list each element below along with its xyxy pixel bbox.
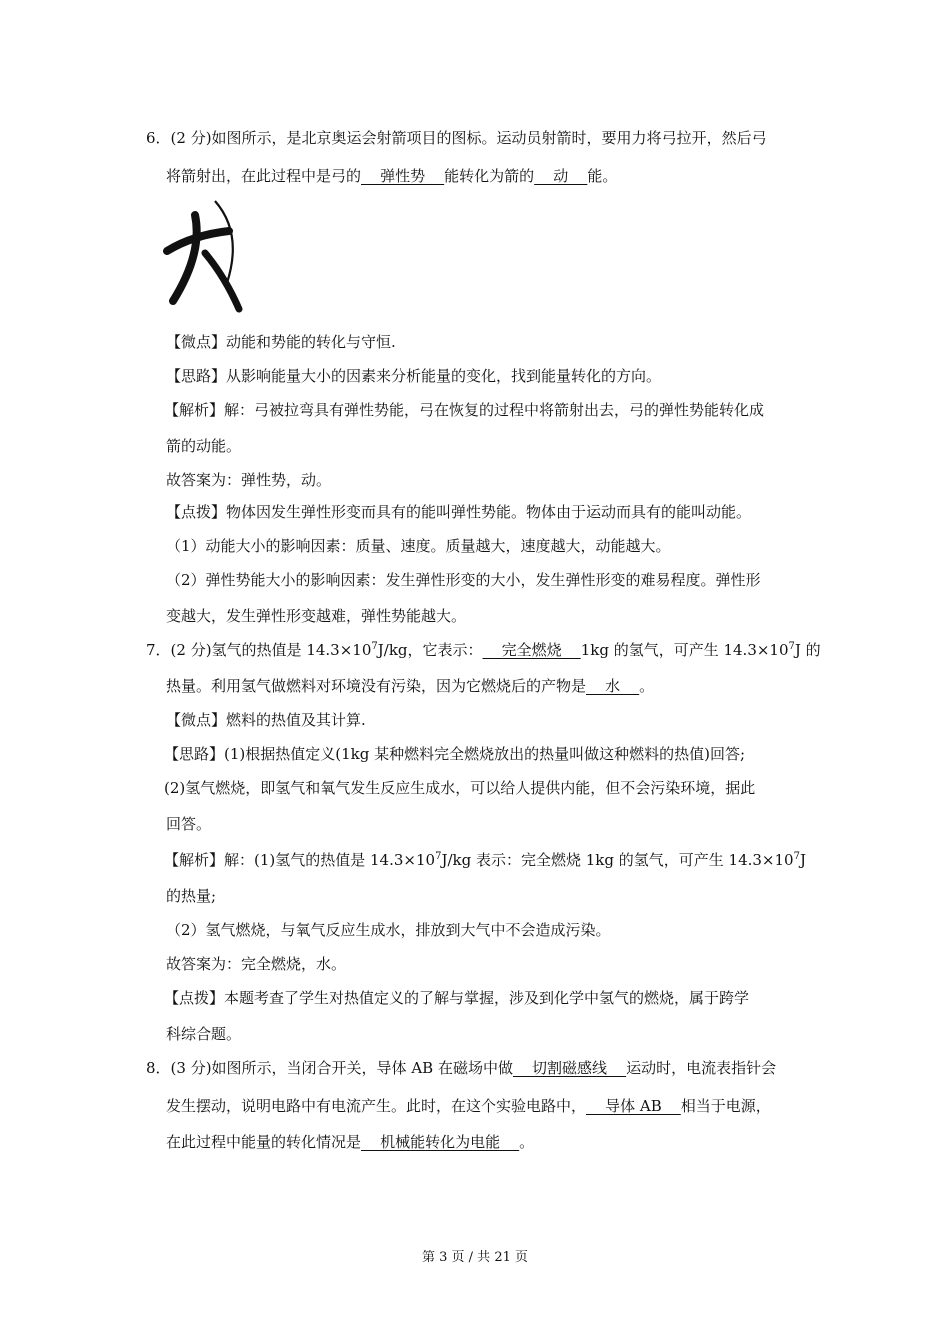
q6-dianbo-line3: （2）弹性势能大小的影响因素：发生弹性形变的大小，发生弹性形变的难易程度。弹性形 [166,571,761,589]
q7-stem-line1: 7．(2 分)氢气的热值是 $14.3\times 10^7J/kg$，它表示： 完全燃烧 1kg 的氢气，可产生 $14.3\times 10^7J$ 的 [146,641,821,659]
q7-answer: 故答案为：完全燃烧，水。 [166,955,347,973]
q6-answer-blank-2: 动 [534,167,588,185]
q6-dianbo-line4: 变越大，发生弹性形变越难，弹性势能越大。 [166,607,467,625]
q6-stem-line1: 6．(2 分)如图所示，是北京奥运会射箭项目的图标。运动员射箭时，要用力将弓拉开，然后弓 [146,129,767,147]
q8-answer-blank-2: 导体 AB [586,1097,681,1115]
q8-stem-line3: 在此过程中能量的转化情况是 机械能转化为电能 。 [166,1133,535,1151]
q6-stem-line2: 将箭射出，在此过程中是弓的 弹性势 能转化为箭的 动 能。 [166,167,618,185]
q6-silu: 【思路】从影响能量大小的因素来分析能量的变化，找到能量转化的方向。 [166,367,662,385]
q7-dianbo-line1: 【点拨】本题考查了学生对热值定义的了解与掌握，涉及到化学中氢气的燃烧，属于跨学 [164,989,750,1007]
q8-stem-line1: 8．(3 分)如图所示，当闭合开关，导体 AB 在磁场中做 切割磁感线 运动时，电流表指针会 [146,1059,777,1077]
q7-answer-blank-2: 水 [586,677,640,695]
q8-answer-blank-1: 切割磁感线 [512,1059,627,1077]
q7-jiexi-line3: （2）氢气燃烧，与氧气反应生成水，排放到大气中不会造成污染。 [166,921,611,939]
q8-stem-line2: 发生摆动，说明电路中有电流产生。此时，在这个实验电路中， 导体 AB 相当于电源， [166,1097,771,1115]
q6-weidian: 【微点】动能和势能的转化与守恒. [166,333,396,351]
q7-weidian: 【微点】燃料的热值及其计算. [166,711,366,729]
q7-silu-line3: 回答。 [166,815,212,833]
q6-answer: 故答案为：弹性势，动。 [166,471,332,489]
q7-stem-line2: 热量。利用氢气做燃料对环境没有污染，因为它燃烧后的产物是 水 。 [166,677,655,695]
q7-silu-line2: (2)氢气燃烧，即氢气和氧气发生反应生成水，可以给人提供内能，但不会污染环境，据此 [164,779,756,797]
q6-dianbo-line2: （1）动能大小的影响因素：质量、速度。质量越大，速度越大，动能越大。 [166,537,671,555]
q6-answer-blank-1: 弹性势 [361,167,445,185]
q6-jiexi-line1: 【解析】解：弓被拉弯具有弹性势能，弓在恢复的过程中将箭射出去，弓的弹性势能转化成 [164,401,765,419]
page-footer: 第 3 页 / 共 21 页 [422,1250,528,1265]
q7-silu-line1: 【思路】(1)根据热值定义(1kg 某种燃料完全燃烧放出的热量叫做这种燃料的热值)回答; [164,745,746,763]
q7-jiexi-line1: 【解析】解：(1)氢气的热值是 $14.3\times 10^7J/kg$ 表示：完全燃烧 1kg 的氢气，可产生 $14.3\times 10^7J$ [164,851,806,869]
q6-dianbo-line1: 【点拨】物体因发生弹性形变而具有的能叫弹性势能。物体由于运动而具有的能叫动能。 [166,503,752,521]
q7-jiexi-line2: 的热量; [166,887,217,905]
archery-pictogram [163,195,249,315]
q7-answer-blank-1: 完全燃烧 [482,641,581,659]
q6-jiexi-line2: 箭的动能。 [166,437,242,455]
q7-dianbo-line2: 科综合题。 [166,1025,242,1043]
q8-answer-blank-3: 机械能转化为电能 [361,1133,520,1151]
